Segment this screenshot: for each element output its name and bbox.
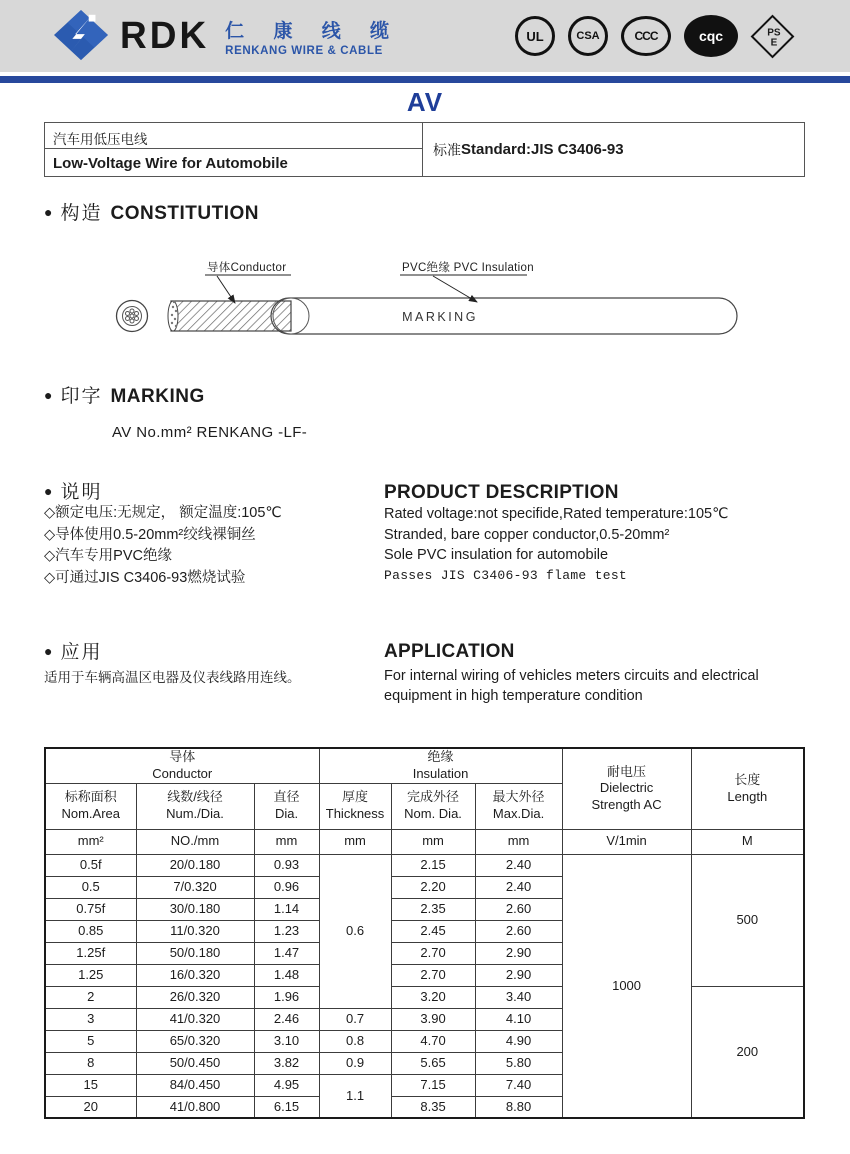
spec-cell: 15: [45, 1074, 136, 1096]
marking-text: AV No.mm² RENKANG -LF-: [112, 424, 308, 441]
spec-cell: mm: [475, 829, 562, 854]
product-description-heading: PRODUCT DESCRIPTION: [384, 482, 619, 503]
desc-item-en: Stranded, bare copper conductor,0.5-20mm²: [384, 526, 670, 543]
constitution-heading-en: CONSTITUTION: [110, 203, 259, 224]
constitution-heading-cn: 构造: [60, 203, 103, 224]
spec-cell: 1.23: [254, 920, 319, 942]
insulation-label: PVC绝缘 PVC Insulation: [402, 262, 534, 274]
cross-section-icon: [117, 301, 148, 332]
desc-item-cn: ◇汽车专用PVC绝缘: [44, 548, 172, 564]
conductor-label: 导体Conductor: [207, 262, 287, 274]
spec-cell: 5.65: [391, 1052, 475, 1074]
spec-cell: 500: [691, 854, 804, 986]
spec-cell: 26/0.320: [136, 986, 254, 1008]
spec-cell: 4.10: [475, 1008, 562, 1030]
csa-icon: [568, 16, 608, 56]
insulation-tube: [271, 298, 737, 334]
spec-cell: 2: [45, 986, 136, 1008]
spec-cell: 0.85: [45, 920, 136, 942]
bullet-icon: ●: [44, 204, 53, 220]
ul-label: UL: [526, 28, 544, 44]
cqc-label: cqc: [698, 28, 724, 44]
spec-cell: mm²: [45, 829, 136, 854]
pse-icon: [751, 14, 795, 58]
spec-cell: 厚度 Thickness: [319, 783, 391, 829]
bullet-icon: ●: [44, 643, 53, 659]
spec-cell: 导体 Conductor: [45, 748, 319, 783]
spec-cell: mm: [391, 829, 475, 854]
spec-cell: 1.25: [45, 964, 136, 986]
spec-cell: mm: [254, 829, 319, 854]
spec-cell: mm: [319, 829, 391, 854]
spec-cell: 2.90: [475, 964, 562, 986]
pse-label-bottom: E: [770, 36, 778, 48]
certification-marks: [515, 0, 794, 72]
spec-cell: 完成外径 Nom. Dia.: [391, 783, 475, 829]
spec-cell: 3.90: [391, 1008, 475, 1030]
spec-cell: 5.80: [475, 1052, 562, 1074]
spec-cell: 3.82: [254, 1052, 319, 1074]
bullet-icon: ●: [44, 387, 53, 403]
spec-cell: 1.14: [254, 898, 319, 920]
spec-cell: 2.20: [391, 876, 475, 898]
spec-cell: 2.90: [475, 942, 562, 964]
spec-cell: 2.40: [475, 876, 562, 898]
spec-table: [44, 747, 805, 1119]
spec-cell: 5: [45, 1030, 136, 1052]
spec-cell: 长度 Length: [691, 748, 804, 829]
spec-cell: 0.6: [319, 854, 391, 1008]
spec-cell: 1000: [562, 854, 691, 1118]
marking-label: MARKING: [402, 310, 478, 324]
spec-cell: 0.93: [254, 854, 319, 876]
desc-item-en: Rated voltage:not specifide,Rated temperature:105℃: [384, 506, 729, 522]
desc-item-cn: ◇可通过JIS C3406-93燃烧试验: [44, 569, 246, 586]
application-heading-cn: [44, 637, 102, 664]
spec-cell: 3.40: [475, 986, 562, 1008]
spec-cell: 0.5: [45, 876, 136, 898]
spec-cell: 耐电压 Dielectric Strength AC: [562, 748, 691, 829]
spec-cell: 4.90: [475, 1030, 562, 1052]
spec-cell: 4.70: [391, 1030, 475, 1052]
pse-label-top: PS: [767, 26, 781, 38]
standard-cell: [423, 123, 804, 176]
spec-cell: 标称面积 Nom.Area: [45, 783, 136, 829]
rdk-diamond-logo-icon: [52, 9, 110, 63]
spec-cell: 直径 Dia.: [254, 783, 319, 829]
spec-cell: 2.60: [475, 898, 562, 920]
spec-cell: 30/0.180: [136, 898, 254, 920]
spec-cell: 8.80: [475, 1096, 562, 1118]
spec-cell: 3.20: [391, 986, 475, 1008]
spec-cell: 3.10: [254, 1030, 319, 1052]
desc-item-en: Sole PVC insulation for automobile: [384, 547, 609, 563]
spec-cell: 41/0.800: [136, 1096, 254, 1118]
spec-cell: 0.9: [319, 1052, 391, 1074]
conductor-rod: [168, 301, 291, 331]
header-band: [0, 0, 850, 72]
spec-cell: 1.96: [254, 986, 319, 1008]
spec-cell: 最大外径 Max.Dia.: [475, 783, 562, 829]
bullet-icon: ●: [44, 483, 53, 499]
spec-cell: 7.40: [475, 1074, 562, 1096]
spec-cell: 2.40: [475, 854, 562, 876]
spec-cell: V/1min: [562, 829, 691, 854]
product-name-chinese: 汽车用低压电线: [45, 123, 422, 149]
constitution-heading: [44, 198, 259, 225]
application-text-cn: 适用于车辆高温区电器及仪表线路用连线。: [44, 670, 301, 685]
spec-cell: 7/0.320: [136, 876, 254, 898]
product-name-table: [44, 122, 805, 177]
marking-heading-cn: 印字: [60, 386, 103, 407]
csa-label: CSA: [576, 30, 600, 42]
marking-heading: [44, 381, 205, 408]
spec-cell: 线数/线径 Num./Dia.: [136, 783, 254, 829]
ccc-label: CCC: [634, 29, 658, 43]
company-logo: [52, 9, 401, 63]
spec-cell: 2.46: [254, 1008, 319, 1030]
desc-item-en-flame-test: Passes JIS C3406-93 flame test: [384, 567, 628, 583]
ul-icon: [515, 16, 555, 56]
logo-text: RDK: [120, 14, 210, 57]
page-title: AV: [406, 87, 444, 117]
spec-cell: 0.96: [254, 876, 319, 898]
spec-cell: 1.1: [319, 1074, 391, 1118]
spec-cell: 8.35: [391, 1096, 475, 1118]
spec-cell: 20: [45, 1096, 136, 1118]
spec-cell: 200: [691, 986, 804, 1118]
standard-value: Standard:JIS C3406-93: [461, 141, 624, 158]
description-items-en: [384, 504, 814, 586]
spec-cell: 1.47: [254, 942, 319, 964]
spec-cell: 84/0.450: [136, 1074, 254, 1096]
desc-item-cn: ◇导体使用0.5-20mm²绞线裸铜丝: [44, 526, 256, 543]
description-items-cn: [44, 503, 282, 589]
spec-cell: 3: [45, 1008, 136, 1030]
marking-heading-en: MARKING: [110, 386, 205, 407]
spec-cell: 0.7: [319, 1008, 391, 1030]
product-name-english: Low-Voltage Wire for Automobile: [53, 155, 288, 172]
spec-cell: 2.35: [391, 898, 475, 920]
spec-cell: 0.5f: [45, 854, 136, 876]
spec-cell: 50/0.450: [136, 1052, 254, 1074]
spec-cell: 1.25f: [45, 942, 136, 964]
cqc-icon: [684, 15, 738, 57]
logo-chinese-name: 仁 康 线 缆: [225, 20, 402, 42]
application-cn-label: 应用: [60, 642, 103, 663]
spec-cell: 11/0.320: [136, 920, 254, 942]
cable-construction-diagram: [95, 253, 745, 355]
spec-cell: 2.70: [391, 942, 475, 964]
spec-cell: 绝缘 Insulation: [319, 748, 562, 783]
spec-cell: 16/0.320: [136, 964, 254, 986]
spec-cell: 2.70: [391, 964, 475, 986]
spec-cell: 1.48: [254, 964, 319, 986]
spec-cell: 50/0.180: [136, 942, 254, 964]
application-heading-en: APPLICATION: [384, 641, 515, 662]
spec-cell: 4.95: [254, 1074, 319, 1096]
desc-item-cn: ◇额定电压:无规定， 额定温度:105℃: [44, 505, 282, 521]
description-cn-label: 说明: [60, 482, 103, 503]
spec-table-section: [44, 747, 805, 1119]
logo-english-name: RENKANG WIRE & CABLE: [225, 44, 383, 57]
ccc-icon: [621, 16, 671, 56]
header-divider-bar: [0, 76, 850, 83]
spec-cell: NO./mm: [136, 829, 254, 854]
standard-prefix: 标准: [433, 141, 461, 158]
spec-cell: 2.15: [391, 854, 475, 876]
spec-cell: 0.8: [319, 1030, 391, 1052]
spec-cell: 41/0.320: [136, 1008, 254, 1030]
spec-cell: 20/0.180: [136, 854, 254, 876]
spec-cell: 2.60: [475, 920, 562, 942]
description-heading-cn: [44, 477, 102, 504]
spec-cell: M: [691, 829, 804, 854]
spec-cell: 6.15: [254, 1096, 319, 1118]
spec-cell: 8: [45, 1052, 136, 1074]
spec-cell: 0.75f: [45, 898, 136, 920]
spec-cell: 65/0.320: [136, 1030, 254, 1052]
spec-cell: 7.15: [391, 1074, 475, 1096]
application-text-en: For internal wiring of vehicles meters circuits and electrical equipment in high temperature condition: [384, 668, 759, 704]
spec-cell: 2.45: [391, 920, 475, 942]
